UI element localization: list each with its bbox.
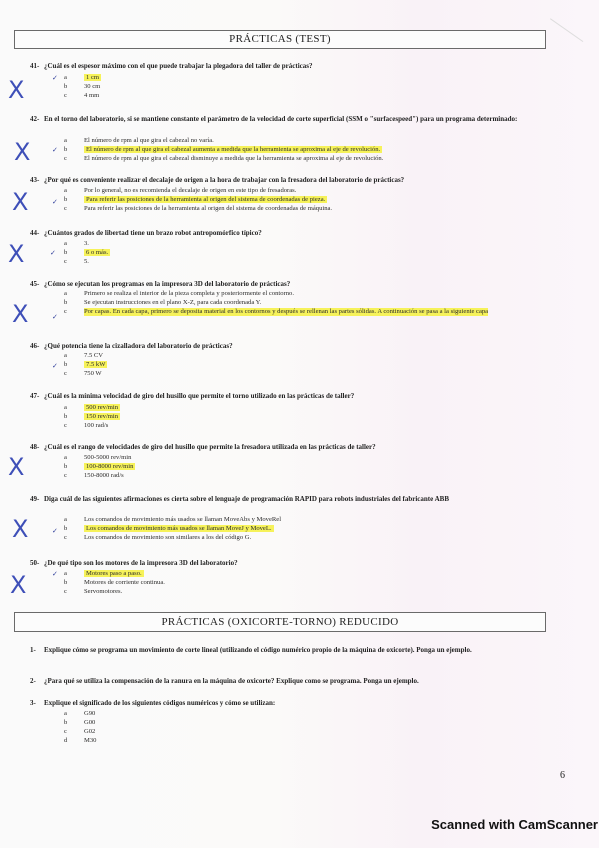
question-43 [30,176,560,185]
option-letter: a [64,710,67,717]
option-letter: c [64,422,67,429]
option-text: 750 W [84,370,102,377]
handwritten-check-mark: ✓ [52,527,58,535]
handwritten-x-mark: X [12,515,29,543]
option-41-c [64,92,99,100]
option-43-a [64,187,296,195]
highlighted-answer: El número de rpm al que gira el cabezal aumenta a medida que la herramienta se aproxima al eje de revolución. [86,146,381,153]
handwritten-x-mark: X [14,138,31,166]
option-letter: a [64,516,67,523]
option-letter: b [64,463,68,470]
option-44-c [64,258,89,266]
question-number: 47- [30,392,40,400]
option-text: Primero se realiza el interior de la pieza completa y posteriormente el contorno. [84,290,294,297]
option-50-a [64,570,144,578]
option-text: 500-5000 rev/min [84,454,132,461]
handwritten-x-mark: X [12,188,29,216]
option-50-c [64,588,122,596]
option-42-a [64,137,214,145]
question-s2-2 [30,677,560,686]
option-letter: b [64,249,68,256]
option-42-c [64,155,383,163]
option-letter: a [64,404,67,411]
question-number: 1- [30,646,36,654]
question-text: Explique el significado de los siguientes códigos numéricos y cómo se utilizan: [44,699,276,707]
option-45-a [64,290,294,298]
handwritten-check-mark: ✓ [52,570,58,578]
question-number: 41- [30,62,40,70]
question-number: 49- [30,495,40,503]
option-48-c [64,472,124,480]
option-46-c [64,370,102,378]
option-letter: b [64,196,68,203]
option-41-a [64,74,101,82]
option-49-c [64,534,251,542]
option-letter: d [64,737,68,744]
option-text: El número de rpm al que gira el cabezal no varía. [84,137,214,144]
option-text: G90 [84,710,96,717]
option-text: Los comandos de movimiento más usados se llaman MoveAbs y MoveRel [84,516,282,523]
question-41 [30,62,560,71]
option-text: Motores de corriente continua. [84,579,165,586]
handwritten-check-mark: ✓ [52,362,58,370]
option-letter: a [64,74,67,81]
page-corner-fold [550,2,595,42]
option-letter: c [64,370,67,377]
option-letter: b [64,525,68,532]
option-letter: b [64,361,68,368]
option-text: M30 [84,737,97,744]
option-44-b [64,249,110,257]
question-48 [30,443,560,452]
option-s2-3-b [64,719,95,727]
question-number: 45- [30,280,40,288]
handwritten-x-mark: X [8,453,25,481]
option-letter: b [64,579,68,586]
highlighted-answer: Los comandos de movimiento más usados se llaman MoveJ y MoveL. [86,525,272,532]
option-text: 3. [84,240,89,247]
option-letter: a [64,240,67,247]
option-47-a [64,404,120,412]
question-45 [30,280,560,289]
option-text: Para referir las posiciones de la herramienta al origen del sistema de coordenadas de máquina. [84,205,333,212]
option-letter: b [64,413,68,420]
handwritten-x-mark: X [10,571,27,599]
highlighted-answer: 100-8000 rev/min [86,463,134,470]
question-number: 50- [30,559,40,567]
option-text: El número de rpm al que gira el cabezal disminuye a medida que la herramienta se aproxima al eje de revolución. [84,155,384,162]
option-letter: c [64,588,67,595]
option-letter: a [64,137,67,144]
option-48-b [64,463,135,471]
option-44-a [64,240,89,248]
question-text: En el torno del laboratorio, si se mantiene constante el parámetro de la velocidad de corte superficial (SSM o "surfacespeed") para un programa determinado: [44,115,518,123]
option-43-c [64,205,332,213]
option-letter: c [64,728,67,735]
option-s2-3-a [64,710,95,718]
question-text: ¿Cuál es el rango de velocidades de giro del husillo que permite la fresadora utilizada en las prácticas de taller? [44,443,376,451]
question-47 [30,392,560,401]
question-number: 42- [30,115,40,123]
option-text: G00 [84,719,96,726]
highlighted-answer: 6 o más. [86,249,109,256]
option-s2-3-c [64,728,95,736]
option-text: 100 rad/s [84,422,109,429]
option-letter: b [64,146,68,153]
option-text: 30 cm [84,83,101,90]
handwritten-check-mark: ✓ [52,74,58,82]
highlighted-answer: Motores paso a paso. [86,570,142,577]
highlighted-answer: 7.5 kW [86,361,106,368]
option-letter: a [64,454,67,461]
question-text: ¿Por qué es conveniente realizar el decalaje de origen a la hora de trabajar con la fresadora del laboratorio de prácticas? [44,176,405,184]
question-text: ¿Qué potencia tiene la cizalladora del laboratorio de prácticas? [44,342,233,350]
question-50 [30,559,560,568]
option-41-b [64,83,100,91]
question-number: 3- [30,699,36,707]
question-number: 2- [30,677,36,685]
option-46-a [64,352,103,360]
question-44 [30,229,560,238]
option-45-b [64,299,261,307]
question-number: 44- [30,229,40,237]
option-text: 5. [84,258,89,265]
question-text: ¿Para qué se utiliza la compensación de la ranura en la máquina de oxicorte? Explique como se programa. Ponga un ejemplo. [44,677,419,685]
option-42-b [64,146,382,154]
handwritten-check-mark: ✓ [52,313,58,321]
option-letter: c [64,92,67,99]
option-text: G02 [84,728,96,735]
option-letter: c [64,258,67,265]
option-letter: a [64,570,67,577]
question-s2-3 [30,699,560,708]
handwritten-x-mark: X [8,76,25,104]
handwritten-x-mark: X [8,240,25,268]
highlighted-answer: Por capas. En cada capa, primero se deposita material en los contornos y después se rellenan las partes sólidas. A continuación se pasa a la siguiente capa [84,308,489,315]
option-letter: b [64,299,68,306]
question-42 [30,115,560,124]
question-text: ¿De qué tipo son los motores de la impresora 3D del laboratorio? [44,559,238,567]
highlighted-answer: 1 cm [86,74,100,81]
option-letter: b [64,719,68,726]
option-s2-3-d [64,737,96,745]
option-47-c [64,422,108,430]
question-text: ¿Cuál es la mínima velocidad de giro del husillo que permite el torno utilizado en las prácticas de taller? [44,392,355,400]
section-header-test: PRÁCTICAS (TEST) [14,30,546,49]
highlighted-text: 500 rev/min [86,404,119,411]
option-letter: c [64,308,67,315]
question-46 [30,342,560,351]
handwritten-check-mark: ✓ [50,249,56,257]
option-49-b [64,525,274,533]
question-49 [30,495,560,504]
section-header-oxicorte: PRÁCTICAS (OXICORTE-TORNO) REDUCIDO [14,612,546,632]
option-48-a [64,454,131,462]
option-49-a [64,516,281,524]
option-text: Servomotores. [84,588,123,595]
question-number: 43- [30,176,40,184]
highlighted-answer: 150 rev/min [86,413,119,420]
option-letter: a [64,352,67,359]
option-letter: a [64,290,67,297]
question-text: Explique cómo se programa un movimiento de corte lineal (utilizando el código numérico propio de la máquina de oxicorte). Ponga un ejemplo. [44,646,472,654]
question-text: ¿Cuál es el espesor máximo con el que puede trabajar la plegadora del taller de prácticas? [44,62,313,70]
question-number: 48- [30,443,40,451]
option-letter: b [64,83,68,90]
option-text: Se ejecutan instrucciones en el plano X-Z, para cada coordenada Y. [84,299,262,306]
option-46-b [64,361,107,369]
handwritten-check-mark: ✓ [52,146,58,154]
option-letter: c [64,472,67,479]
option-45-c [64,308,534,316]
question-number: 46- [30,342,40,350]
option-letter: a [64,187,67,194]
highlighted-answer: Para referir las posiciones de la herramienta al origen del sistema de coordenadas de pieza. [86,196,326,203]
option-text: 150-8000 rad/s [84,472,124,479]
question-text: ¿Cuántos grados de libertad tiene un brazo robot antropomórfico típico? [44,229,262,237]
option-text: Los comandos de movimiento son similares a los del código G. [84,534,252,541]
option-50-b [64,579,165,587]
option-47-b [64,413,120,421]
handwritten-x-mark: X [12,300,29,328]
option-43-b [64,196,327,204]
page-number: 6 [560,770,565,781]
question-text: Diga cuál de las siguientes afirmaciones es cierta sobre el lenguaje de programación RAPID para robots industriales del fabricante ABB [44,495,450,503]
question-text: ¿Cómo se ejecutan los programas en la impresora 3D del laboratorio de prácticas? [44,280,291,288]
option-letter: c [64,534,67,541]
option-letter: c [64,205,67,212]
option-letter: c [64,155,67,162]
handwritten-check-mark: ✓ [52,198,58,206]
option-text: 7.5 CV [84,352,104,359]
question-s2-1 [30,646,560,655]
camscanner-watermark: Scanned with CamScanner [431,817,598,832]
option-text: Por lo general, no es recomienda el decalaje de origen en este tipo de fresadoras. [84,187,297,194]
option-text: 4 mm [84,92,100,99]
